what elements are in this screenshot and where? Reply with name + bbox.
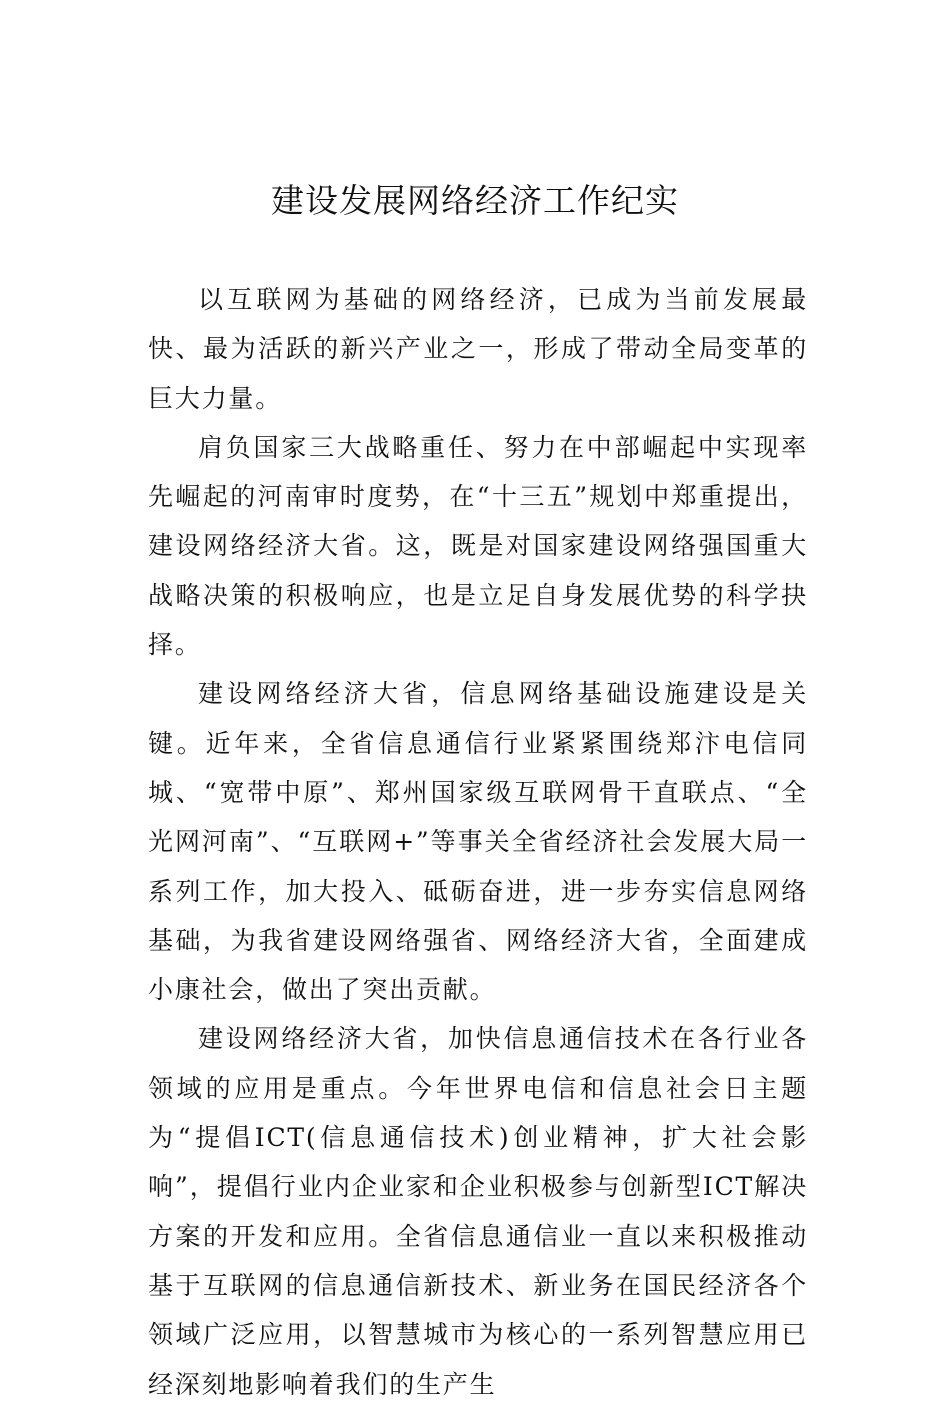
paragraph: 建设网络经济大省，加快信息通信技术在各行业各领域的应用是重点。今年世界电信和信息社会日主题为“提倡ICT(信息通信技术)创业精神，扩大社会影响”，提倡行业内企业家和企业积极参与创新型ICT解决方案的开发和应用。全省信息通信业一直以来积极推动基于互联网的信息通信新技术、新业务在国民经济各个领域广泛应用，以智慧城市为核心的一系列智慧应用已经深刻地影响着我们的生产生	[148, 1024, 808, 1399]
paragraph: 以互联网为基础的网络经济，已成为当前发展最快、最为活跃的新兴产业之一，形成了带动全局变革的巨大力量。	[148, 285, 808, 413]
document-body	[148, 275, 808, 1409]
paragraph: 建设网络经济大省，信息网络基础设施建设是关键。近年来，全省信息通信行业紧紧围绕郑汴电信同城、“宽带中原”、郑州国家级互联网骨干直联点、“全光网河南”、“互联网+”等事关全省经济社会发展大局一系列工作，加大投入、砥砺奋进，进一步夯实信息网络基础，为我省建设网络强省、网络经济大省，全面建成小康社会，做出了突出贡献。	[148, 679, 808, 1005]
paragraph: 肩负国家三大战略重任、努力在中部崛起中实现率先崛起的河南审时度势，在“十三五”规划中郑重提出，建设网络经济大省。这，既是对国家建设网络强国重大战略决策的积极响应，也是立足自身发展优势的科学抉择。	[148, 432, 808, 660]
document-title: 建设发展网络经济工作纪实	[271, 181, 679, 220]
